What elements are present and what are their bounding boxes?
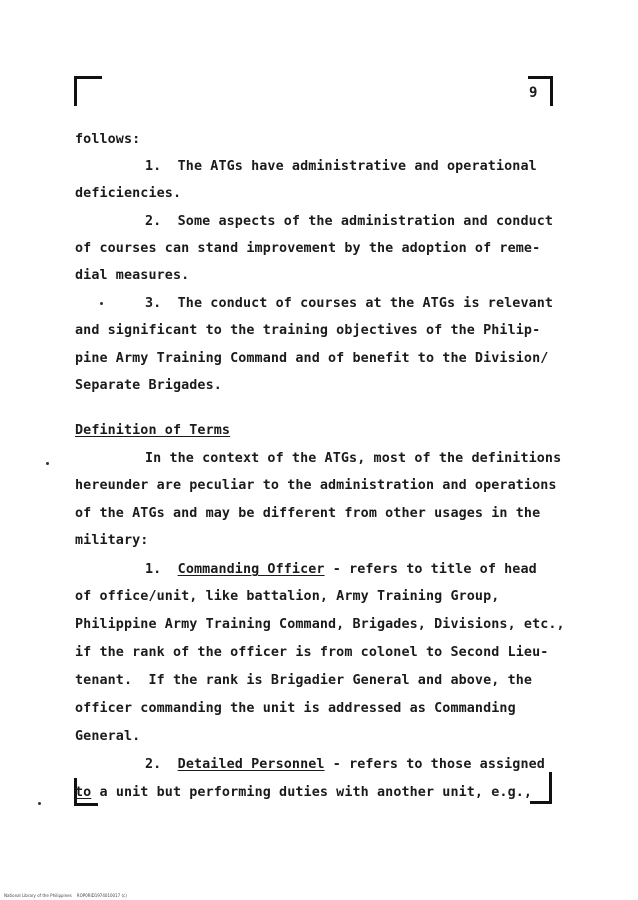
- text-fragment: to: [75, 785, 92, 800]
- text-line: Philippine Army Training Command, Brigades, Divisions, etc.,: [75, 617, 565, 632]
- bottom-right-bracket-vertical: [549, 772, 552, 804]
- text-line: Separate Brigades.: [75, 378, 222, 393]
- text-line: dial measures.: [75, 268, 190, 283]
- section-heading: Definition of Terms: [75, 423, 231, 438]
- definition-term: Detailed Personnel: [177, 757, 325, 772]
- text-line: 1. The ATGs have administrative and operational: [145, 159, 537, 174]
- stray-mark: [100, 302, 103, 305]
- definition-text: - refers to those assigned: [324, 757, 545, 772]
- definition-number: 1.: [145, 562, 178, 577]
- text-line: officer commanding the unit is addressed as Commanding: [75, 701, 516, 716]
- text-line: military:: [75, 533, 149, 548]
- stray-mark: [46, 462, 49, 465]
- text-fragment: a unit but performing duties with another unit, e.g.,: [91, 785, 533, 800]
- definition-term: Commanding Officer: [177, 562, 325, 577]
- footer-source-note: National Library of the Philippines ROP0RID1974010017 (c): [4, 893, 127, 898]
- text-line: follows:: [75, 132, 141, 147]
- top-right-bracket-vertical: [550, 76, 553, 106]
- text-line: hereunder are peculiar to the administration and operations: [75, 478, 557, 493]
- stray-mark: [38, 802, 41, 805]
- bottom-left-bracket-horizontal: [74, 803, 98, 806]
- page-number: 9: [529, 85, 538, 101]
- definition-2-first-line: [145, 757, 545, 773]
- text-line: 2. Some aspects of the administration and conduct: [145, 214, 554, 229]
- text-line: 3. The conduct of courses at the ATGs is relevant: [145, 296, 554, 311]
- definition-number: 2.: [145, 757, 178, 772]
- text-line: and significant to the training objectives of the Philip-: [75, 323, 541, 338]
- text-line: if the rank of the officer is from colonel to Second Lieu-: [75, 645, 549, 660]
- top-left-bracket-horizontal: [74, 76, 102, 79]
- text-line: General.: [75, 729, 141, 744]
- text-line: of the ATGs and may be different from other usages in the: [75, 506, 541, 521]
- text-line: of office/unit, like battalion, Army Training Group,: [75, 589, 500, 604]
- definition-1-first-line: [145, 562, 537, 578]
- text-line: deficiencies.: [75, 186, 182, 201]
- text-line: pine Army Training Command and of benefit to the Division/: [75, 351, 549, 366]
- text-line: of courses can stand improvement by the adoption of reme-: [75, 241, 541, 256]
- definition-2-second-line: [75, 785, 532, 801]
- bottom-right-bracket-horizontal: [530, 801, 552, 804]
- definition-text: - refers to title of head: [324, 562, 537, 577]
- text-line: In the context of the ATGs, most of the definitions: [145, 451, 562, 466]
- text-line: tenant. If the rank is Brigadier General and above, the: [75, 673, 533, 688]
- top-left-bracket-vertical: [74, 76, 77, 106]
